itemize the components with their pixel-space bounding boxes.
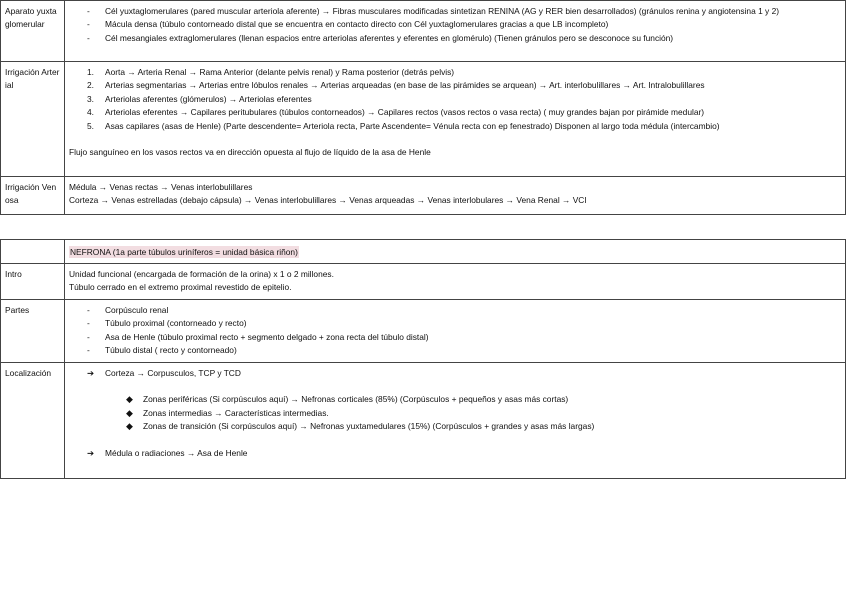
table-row bbox=[1, 62, 846, 177]
row-label: Irrigación Venosa bbox=[5, 182, 57, 206]
list-number: 2. bbox=[87, 80, 94, 91]
dash-marker: - bbox=[87, 331, 90, 342]
list-number: 5. bbox=[87, 120, 94, 131]
intro-line: Túbulo cerrado en el extremo proximal revestido de epitelio. bbox=[69, 282, 292, 293]
diamond-item-text: Zonas de transición (Si corpúsculos aquí) → Nefronas yuxtamedulares (15%) (Corpúsculos + grandes y asas más largas) bbox=[143, 421, 595, 432]
spacer bbox=[69, 380, 841, 393]
list-item-text: Arteriolas eferentes → Capilares peritubulares (túbulos contorneados) → Capilares rectos (vasos rectos o vasa recta) ( muy grandes bajan por pirámide medular) bbox=[105, 107, 705, 118]
dash-marker: - bbox=[87, 318, 90, 329]
list-item bbox=[69, 66, 841, 79]
row-content-cell bbox=[65, 177, 846, 215]
list-number: 3. bbox=[87, 93, 94, 104]
list-item-text: Asa de Henle (túbulo proximal recto + segmento delgado + zona recta del túbulo distal) bbox=[105, 331, 429, 342]
row-label: Irrigación Arterial bbox=[5, 67, 60, 91]
dash-marker: - bbox=[87, 345, 90, 356]
table-header-row bbox=[1, 240, 846, 264]
row-content-cell bbox=[65, 62, 846, 177]
list-item-text: Cél mesangiales extraglomerulares (llenan espacios entre arteriolas aferentes y eferentes en glomérulo) (Tienen gránulos pero se desconoce su función) bbox=[105, 32, 674, 43]
diamond-item bbox=[69, 407, 841, 420]
flow-note: Flujo sanguíneo en los vasos rectos va en dirección opuesta al flujo de líquido de la asa de Henle bbox=[69, 147, 431, 158]
row-label-cell bbox=[1, 363, 65, 479]
row-label-cell bbox=[1, 177, 65, 215]
intro-line: Unidad funcional (encargada de formación de la orina) x 1 o 2 millones. bbox=[69, 269, 334, 279]
table-row bbox=[1, 300, 846, 363]
nefrona-heading: NEFRONA (1a parte túbulos uriníferos = unidad básica riñon) bbox=[70, 247, 298, 257]
row-label-cell bbox=[1, 264, 65, 300]
table-row bbox=[1, 363, 846, 479]
list-item bbox=[69, 79, 841, 92]
row-content-cell bbox=[65, 363, 846, 479]
list-item-text: Arterias segmentarias → Arterias entre lóbulos renales → Arterias arqueadas (en base de las pirámides se arquean) → Art. interlobulillares → Art. Intralobulillares bbox=[105, 80, 705, 91]
venous-line: Corteza → Venas estrelladas (debajo cápsula) → Venas interlobulillares → Venas arqueadas → Venas interlobulares → Vena Renal → VCI bbox=[69, 195, 587, 206]
row-content-cell bbox=[65, 300, 846, 363]
list-item bbox=[69, 317, 841, 330]
row-label-cell bbox=[1, 62, 65, 177]
list-number: 1. bbox=[87, 67, 94, 77]
dash-marker: - bbox=[87, 6, 90, 16]
list-item bbox=[69, 93, 841, 106]
arrow-item-text: Corteza → Corpusculos, TCP y TCD bbox=[105, 368, 241, 378]
diamond-icon: ◆ bbox=[126, 394, 133, 405]
empty-header-cell bbox=[1, 240, 65, 264]
dash-marker: - bbox=[87, 305, 90, 315]
arrow-icon: ➔ bbox=[87, 368, 95, 378]
list-item bbox=[69, 344, 841, 357]
spacer bbox=[69, 133, 841, 146]
row-label: Intro bbox=[5, 269, 22, 279]
row-label-cell bbox=[1, 1, 65, 62]
arrow-item bbox=[69, 447, 841, 460]
list-item bbox=[69, 106, 841, 119]
arrow-item-text: Médula o radiaciones → Asa de Henle bbox=[105, 447, 248, 458]
row-content-cell bbox=[65, 1, 846, 62]
list-item bbox=[69, 5, 841, 18]
list-item bbox=[69, 18, 841, 31]
dash-marker: - bbox=[87, 19, 90, 30]
list-item-text: Túbulo proximal (contorneado y recto) bbox=[105, 318, 247, 329]
table-row bbox=[1, 264, 846, 300]
arrow-item bbox=[69, 367, 841, 380]
list-item-text: Aorta → Arteria Renal → Rama Anterior (delante pelvis renal) y Rama posterior (detrás pelvis) bbox=[105, 67, 455, 77]
list-item bbox=[69, 120, 841, 133]
list-item-text: Mácula densa (túbulo contorneado distal que se encuentra en contacto directo con Cél yuxtaglomerulares gracias a que LB incompleto) bbox=[105, 19, 609, 30]
list-item-text: Asas capilares (asas de Henle) (Parte descendente= Arteriola recta, Parte Ascendente= Vénula recta con ep fenestrado) Disponen al largo toda médula (intercambio) bbox=[105, 120, 720, 131]
diamond-icon: ◆ bbox=[126, 407, 133, 418]
diamond-item-text: Zonas periféricas (Si corpúsculos aquí) → Nefronas corticales (85%) (Corpúsculos + pequeños y asas más cortas) bbox=[143, 394, 569, 405]
spacer bbox=[69, 434, 841, 447]
list-item-text: Arteriolas aferentes (glómerulos) → Arteriolas eferentes bbox=[105, 93, 312, 104]
dash-marker: - bbox=[87, 32, 90, 43]
irrigation-table bbox=[0, 0, 846, 215]
list-number: 4. bbox=[87, 107, 94, 118]
row-label: Partes bbox=[5, 305, 30, 315]
table-row bbox=[1, 1, 846, 62]
arrow-icon: ➔ bbox=[87, 447, 95, 458]
list-item-text: Corpúsculo renal bbox=[105, 305, 169, 315]
row-label-cell bbox=[1, 300, 65, 363]
diamond-item bbox=[69, 393, 841, 406]
row-content-cell bbox=[65, 264, 846, 300]
list-item bbox=[69, 304, 841, 317]
diamond-icon: ◆ bbox=[126, 421, 133, 432]
venous-line: Médula → Venas rectas → Venas interlobulillares bbox=[69, 182, 253, 192]
row-label: Aparato yuxtaglomerular bbox=[5, 6, 57, 30]
list-item-text: Cél yuxtaglomerulares (pared muscular arteriola aferente) → Fibras musculares modificadas sintetizan RENINA (AG y RER bien desarrollados) (gránulos renina y angiotensina 1 y 2) bbox=[105, 6, 780, 16]
table-row bbox=[1, 177, 846, 215]
header-cell bbox=[65, 240, 846, 264]
row-label: Localización bbox=[5, 368, 52, 378]
diamond-item bbox=[69, 420, 841, 433]
list-item bbox=[69, 331, 841, 344]
nefrona-table bbox=[0, 239, 846, 479]
diamond-item-text: Zonas intermedias → Características intermedias. bbox=[143, 407, 329, 418]
list-item bbox=[69, 32, 841, 45]
list-item-text: Túbulo distal ( recto y contorneado) bbox=[105, 345, 237, 356]
